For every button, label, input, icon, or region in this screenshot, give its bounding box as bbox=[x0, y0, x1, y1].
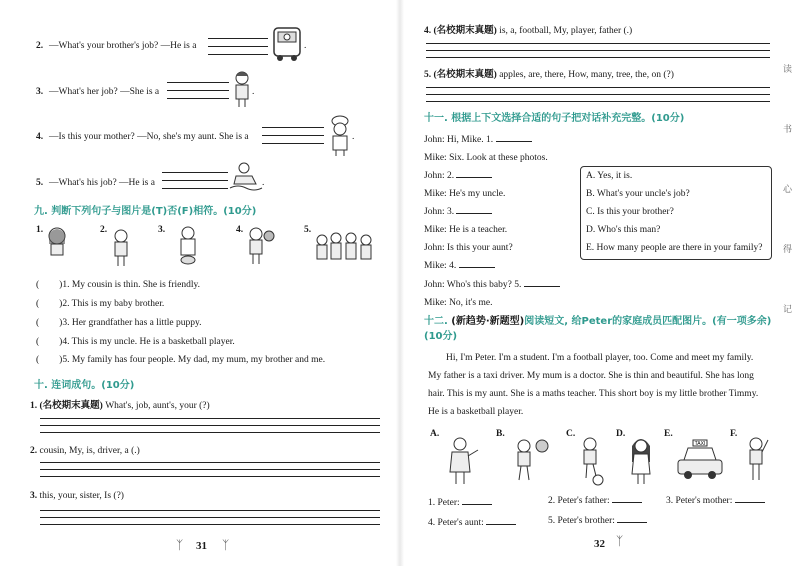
fill-item-text: —What's your brother's job? —He is a bbox=[49, 41, 197, 51]
sprout-icon: ᛉ bbox=[222, 538, 230, 552]
page-31: 2. —What's your brother's job? —He is a . 3. —What's her job? —She is a . 4. —Is this your mother? —No, she's my aunt. She is a . 5. —What's his job? —He is a . 九. 判断下列句子与图片是(T)否(F)相符。(10分) 1. 2. 3. 4. 5. ( )1. My cousin is thin. She is friendly. ( )2. This is my baby brother. ( )3. Her grandfather has a little puppy. ( )4. This is my uncle. He is a basketball player. ( )5. My family has four people. My dad, my mum, my brother and me. 十. 连词成句。(10分) 1. (名校期末真题) What's, job, aunt's, your (?) 2. cousin, My, is, driver, a (.) 3. this, your, sister, Is (?) ᛉ 31 ᛉ bbox=[0, 0, 398, 566]
sprout-icon: ᛉ bbox=[616, 534, 624, 548]
option: B. What's your uncle's job? bbox=[586, 189, 690, 199]
answer-blank[interactable] bbox=[612, 502, 642, 503]
page-number: 31 bbox=[196, 540, 207, 552]
teacher-icon bbox=[232, 70, 252, 108]
option: A. Yes, it is. bbox=[586, 171, 633, 181]
dialogue-blank[interactable] bbox=[524, 286, 560, 287]
section-11-title: 十一. 根据上下文选择合适的句子把对话补充完整。(10分) bbox=[424, 113, 685, 124]
margin-mark: 记 bbox=[782, 304, 792, 314]
dialogue-blank[interactable] bbox=[459, 267, 495, 268]
answer-line[interactable] bbox=[262, 135, 324, 136]
baby-brother-icon bbox=[110, 228, 132, 268]
family-of-four-icon bbox=[314, 230, 376, 264]
passage-line: My father is a taxi driver. My mum is a doctor. She is thin and beautiful. She has long bbox=[428, 371, 754, 381]
answer-line[interactable] bbox=[167, 90, 229, 91]
writing-line[interactable] bbox=[40, 469, 380, 470]
football-boy-icon bbox=[578, 436, 606, 486]
answer-blank[interactable] bbox=[735, 502, 765, 503]
writing-line[interactable] bbox=[40, 425, 380, 426]
thin-girl-icon bbox=[44, 226, 70, 256]
fill-item-num: 2. bbox=[36, 41, 44, 51]
margin-mark: 心 bbox=[782, 184, 792, 194]
taxi-icon bbox=[676, 438, 724, 482]
answer-line[interactable] bbox=[208, 46, 268, 47]
writing-line[interactable] bbox=[426, 94, 770, 95]
waving-boy-icon bbox=[744, 436, 770, 486]
dialogue-blank[interactable] bbox=[456, 177, 492, 178]
writing-line[interactable] bbox=[426, 50, 770, 51]
option: E. How many people are there in your family? bbox=[586, 243, 763, 253]
option: D. Who's this man? bbox=[586, 225, 661, 235]
answer-blank[interactable] bbox=[462, 504, 492, 505]
passage-line: hair. This is my aunt. She is a maths teacher. This short boy is my little brother Timmy. bbox=[428, 389, 759, 399]
section-10-title: 十. 连词成句。(10分) bbox=[34, 380, 135, 391]
margin-mark: 得 bbox=[782, 244, 792, 254]
answer-blank[interactable] bbox=[617, 522, 647, 523]
passage-line: He is a basketball player. bbox=[428, 407, 524, 417]
long-hair-mother-icon bbox=[628, 436, 654, 486]
swimmer-icon bbox=[230, 162, 262, 192]
basketball-uncle-icon bbox=[244, 226, 276, 266]
answer-blank[interactable] bbox=[486, 524, 516, 525]
dialogue-blank[interactable] bbox=[456, 213, 492, 214]
sprout-icon: ᛉ bbox=[176, 538, 184, 552]
dialogue-blank[interactable] bbox=[496, 141, 532, 142]
answer-line[interactable] bbox=[162, 180, 228, 181]
writing-line[interactable] bbox=[40, 517, 380, 518]
passage-line: Hi, I'm Peter. I'm a student. I'm a football player, too. Come and meet my family. bbox=[446, 353, 754, 363]
page-number: 32 bbox=[594, 538, 605, 550]
basketball-boy-icon bbox=[510, 436, 552, 484]
taxi-sign-text: TAXI bbox=[694, 441, 706, 447]
margin-mark: 读 bbox=[782, 64, 792, 74]
section-12-title: 十二. (新趋势·新题型)阅读短文, 给Peter的家庭成员匹配图片。(有一项多余) bbox=[424, 316, 772, 327]
cook-icon bbox=[328, 116, 352, 156]
margin-mark: 书 bbox=[782, 124, 792, 134]
teacher-aunt-icon bbox=[448, 436, 478, 486]
option: C. Is this your brother? bbox=[586, 207, 674, 217]
bus-driver-icon bbox=[272, 26, 304, 62]
section-9-title: 九. 判断下列句子与图片是(T)否(F)相符。(10分) bbox=[34, 206, 257, 217]
grandfather-puppy-icon bbox=[176, 226, 200, 268]
